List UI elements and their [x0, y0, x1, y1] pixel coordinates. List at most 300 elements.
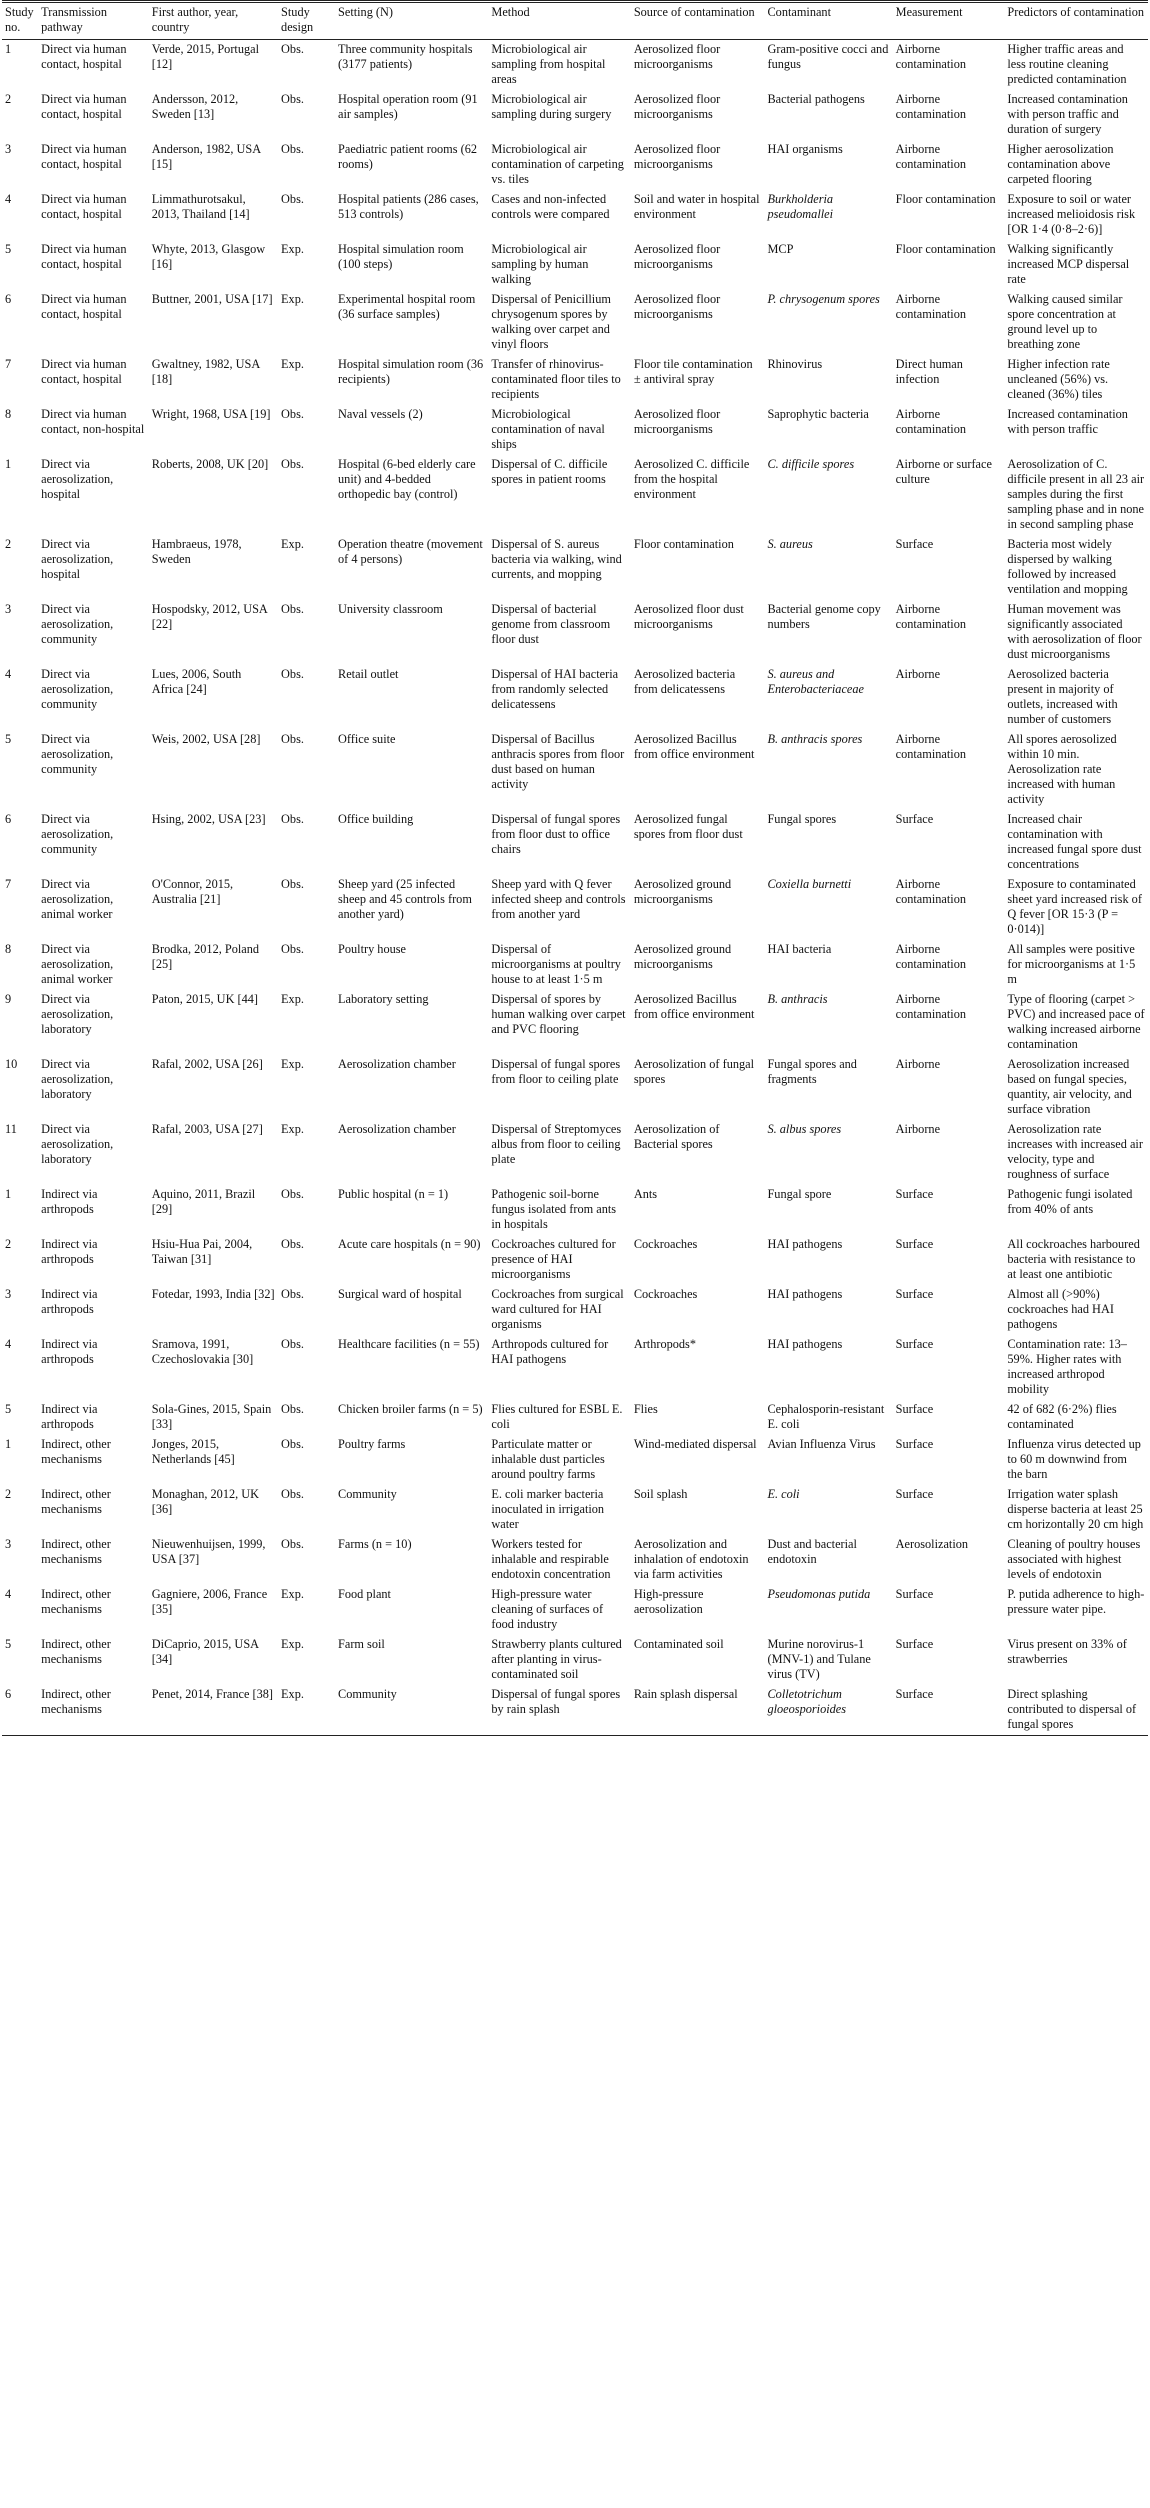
cell-study-no: 8: [5, 942, 12, 956]
cell-predictors: Higher traffic areas and less routine cleaning predicted contamination: [1007, 42, 1127, 86]
cell-contaminant: Gram-positive cocci and fungus: [767, 42, 889, 71]
cell-setting: Healthcare facilities (n = 55): [338, 1337, 480, 1351]
cell-first-author: Rafal, 2002, USA [26]: [151, 1057, 263, 1071]
cell-predictors: Cleaning of poultry houses associated with highest levels of endotoxin: [1007, 1537, 1141, 1581]
cell-method: Dispersal of Penicillium chrysogenum spores by walking over carpet and vinyl floors: [491, 292, 611, 351]
cell-study-design: Exp.: [278, 1685, 335, 1736]
cell-study-design: Obs.: [281, 602, 304, 616]
cell-study-design: Exp.: [281, 292, 304, 306]
cell-first-author: Jonges, 2015, Netherlands [45]: [151, 1437, 235, 1466]
header-study-design: Study design: [278, 2, 335, 40]
cell-contaminant: Saprophytic bacteria: [767, 407, 869, 421]
cell-measurement: Airborne: [895, 1057, 941, 1071]
cell-method: Dispersal of S. aureus bacteria via walking, wind currents, and mopping: [491, 537, 622, 581]
cell-setting: Experimental hospital room (36 surface samples): [338, 292, 476, 321]
cell-predictors: Irrigation water splash disperse bacteria at least 25 cm horizontally 20 cm high: [1007, 1487, 1144, 1531]
table-row: [2, 1400, 1148, 1435]
cell-transmission-pathway: Direct via human contact, non-hospital: [41, 407, 145, 436]
cell-predictors: Virus present on 33% of strawberries: [1007, 1637, 1127, 1666]
cell-measurement: Airborne contamination: [895, 407, 966, 436]
cell-first-author: Wright, 1968, USA [19]: [151, 407, 271, 421]
cell-predictors: Exposure to soil or water increased melioidosis risk [OR 1·4 (0·8–2·6)]: [1007, 192, 1136, 236]
cell-setting: Community: [338, 1487, 397, 1501]
cell-transmission-pathway: Direct via human contact, hospital: [41, 192, 127, 221]
cell-measurement: Airborne contamination: [895, 992, 966, 1021]
cell-transmission-pathway: Direct via human contact, hospital: [41, 42, 127, 71]
cell-source: Arthropods*: [633, 1337, 696, 1351]
cell-study-no: 7: [5, 877, 12, 891]
cell-setting: Community: [335, 1685, 488, 1736]
cell-first-author: Sola-Gines, 2015, Spain [33]: [151, 1402, 272, 1431]
cell-predictors: Direct splashing contributed to dispersal of fungal spores: [1004, 1685, 1148, 1736]
cell-predictors: All samples were positive for microorganisms at 1·5 m: [1007, 942, 1136, 986]
table-row: [2, 990, 1148, 1055]
header-first-author: First author, year, country: [149, 2, 278, 40]
cell-measurement: Surface: [895, 1587, 934, 1601]
cell-study-no: 2: [5, 92, 12, 106]
cell-study-design: Obs.: [281, 942, 304, 956]
cell-study-design: Exp.: [281, 1122, 304, 1136]
cell-measurement: Surface: [895, 1487, 934, 1501]
cell-contaminant: B. anthracis: [767, 992, 828, 1006]
cell-first-author: Hsiu-Hua Pai, 2004, Taiwan [31]: [151, 1237, 253, 1266]
cell-contaminant: HAI pathogens: [767, 1287, 843, 1301]
cell-source: Aerosolized floor microorganisms: [633, 92, 721, 121]
cell-source: Aerosolized floor microorganisms: [633, 407, 721, 436]
cell-study-design: Obs.: [281, 457, 304, 471]
cell-setting: Hospital (6-bed elderly care unit) and 4-bedded orthopedic bay (control): [338, 457, 476, 501]
cell-predictors: Almost all (>90%) cockroaches had HAI pathogens: [1007, 1287, 1114, 1331]
cell-study-design: Exp.: [281, 1587, 304, 1601]
cell-setting: Poultry house: [338, 942, 406, 956]
cell-predictors: Exposure to contaminated sheet yard increased risk of Q fever [OR 15·3 (P = 0·014)]: [1007, 877, 1142, 936]
cell-setting: Surgical ward of hospital: [338, 1287, 462, 1301]
cell-setting: Operation theatre (movement of 4 persons): [338, 537, 483, 566]
cell-contaminant: Avian Influenza Virus: [767, 1437, 876, 1451]
cell-contaminant: Fungal spores and fragments: [767, 1057, 857, 1086]
cell-first-author: Hospodsky, 2012, USA [22]: [151, 602, 268, 631]
cell-transmission-pathway: Direct via human contact, hospital: [41, 242, 127, 271]
cell-method: Dispersal of fungal spores by rain splash: [488, 1685, 630, 1736]
cell-source: Floor tile contamination ± antiviral spray: [633, 357, 753, 386]
cell-transmission-pathway: Direct via aerosolization, laboratory: [41, 1057, 114, 1101]
cell-source: Soil and water in hospital environment: [633, 192, 760, 221]
cell-first-author: Brodka, 2012, Poland [25]: [151, 942, 260, 971]
table-row: [2, 1235, 1148, 1285]
cell-first-author: Sramova, 1991, Czechoslovakia [30]: [151, 1337, 254, 1366]
cell-predictors: Higher infection rate uncleaned (56%) vs. cleaned (36%) tiles: [1007, 357, 1110, 401]
cell-contaminant: E. coli: [767, 1487, 800, 1501]
cell-study-no: 7: [5, 357, 12, 371]
cell-study-no: 3: [5, 1287, 12, 1301]
cell-transmission-pathway: Direct via aerosolization, hospital: [41, 537, 114, 581]
cell-contaminant: Burkholderia pseudomallei: [767, 192, 834, 221]
cell-setting: Public hospital (n = 1): [338, 1187, 449, 1201]
cell-setting: Food plant: [338, 1587, 391, 1601]
cell-method: Dispersal of fungal spores from floor dust to office chairs: [491, 812, 621, 856]
cell-transmission-pathway: Indirect via arthropods: [41, 1187, 98, 1216]
cell-transmission-pathway: Direct via human contact, hospital: [41, 357, 127, 386]
cell-transmission-pathway: Direct via human contact, hospital: [41, 92, 127, 121]
cell-transmission-pathway: Direct via aerosolization, community: [41, 812, 114, 856]
cell-measurement: Airborne contamination: [895, 42, 966, 71]
cell-study-design: Obs.: [281, 1187, 304, 1201]
cell-contaminant: HAI bacteria: [767, 942, 832, 956]
cell-measurement: Airborne or surface culture: [895, 457, 992, 486]
cell-measurement: Airborne contamination: [895, 942, 966, 971]
cell-study-design: Exp.: [281, 1057, 304, 1071]
cell-setting: Hospital patients (286 cases, 513 controls): [338, 192, 479, 221]
cell-transmission-pathway: Indirect, other mechanisms: [41, 1637, 111, 1666]
cell-measurement: Airborne: [895, 667, 941, 681]
cell-predictors: Type of flooring (carpet > PVC) and increased pace of walking increased airborne contamination: [1007, 992, 1145, 1051]
table-row: [2, 600, 1148, 665]
cell-source: Aerosolized floor microorganisms: [633, 292, 721, 321]
table-row: [2, 875, 1148, 940]
header-predictors: Predictors of contamination: [1004, 2, 1148, 40]
cell-measurement: Floor contamination: [895, 242, 996, 256]
cell-study-no: 3: [5, 142, 12, 156]
cell-source: Aerosolized floor dust microorganisms: [633, 602, 744, 631]
cell-study-design: Exp.: [281, 1637, 304, 1651]
cell-study-no: 6: [5, 292, 12, 306]
table-row: [2, 535, 1148, 600]
cell-source: Aerosolized ground microorganisms: [633, 877, 732, 906]
cell-predictors: Aerosolization increased based on fungal species, quantity, air velocity, and surface vibration: [1007, 1057, 1132, 1116]
cell-predictors: Aerosolized bacteria present in majority of outlets, increased with number of customers: [1007, 667, 1118, 726]
cell-transmission-pathway: Indirect via arthropods: [41, 1337, 98, 1366]
cell-measurement: Floor contamination: [895, 192, 996, 206]
cell-method: Sheep yard with Q fever infected sheep and controls from another yard: [491, 877, 626, 921]
cell-measurement: Airborne contamination: [895, 732, 966, 761]
cell-setting: Aerosolization chamber: [338, 1122, 456, 1136]
table-row: [2, 1285, 1148, 1335]
cell-source: Aerosolized floor microorganisms: [633, 42, 721, 71]
cell-contaminant: Bacterial pathogens: [767, 92, 865, 106]
cell-setting: Paediatric patient rooms (62 rooms): [338, 142, 477, 171]
cell-predictors: Bacteria most widely dispersed by walking followed by increased ventilation and mopping: [1007, 537, 1128, 596]
header-setting: Setting (N): [335, 2, 488, 40]
header-study-no: Study no.: [2, 2, 38, 40]
cell-contaminant: S. aureus: [767, 537, 813, 551]
header-method: Method: [488, 2, 630, 40]
cell-study-no: 3: [5, 1537, 12, 1551]
cell-transmission-pathway: Indirect, other mechanisms: [41, 1537, 111, 1566]
table-body: [2, 40, 1148, 1736]
cell-transmission-pathway: Indirect via arthropods: [41, 1402, 98, 1431]
cell-contaminant: Rhinovirus: [767, 357, 823, 371]
cell-transmission-pathway: Indirect, other mechanisms: [41, 1487, 111, 1516]
cell-study-no: 3: [5, 602, 12, 616]
cell-study-design: Obs.: [281, 1437, 304, 1451]
cell-predictors: Influenza virus detected up to 60 m downwind from the barn: [1007, 1437, 1141, 1481]
cell-contaminant: B. anthracis spores: [767, 732, 863, 746]
cell-method: Cases and non-infected controls were compared: [491, 192, 610, 221]
cell-contaminant: Fungal spores: [767, 812, 837, 826]
cell-transmission-pathway: Indirect via arthropods: [41, 1237, 98, 1266]
cell-study-design: Exp.: [281, 357, 304, 371]
cell-study-no: 6: [2, 1685, 38, 1736]
table-row: [2, 355, 1148, 405]
cell-first-author: Whyte, 2013, Glasgow [16]: [151, 242, 266, 271]
cell-measurement: Surface: [895, 1337, 934, 1351]
cell-first-author: Nieuwenhuijsen, 1999, USA [37]: [151, 1537, 266, 1566]
cell-method: Dispersal of microorganisms at poultry house to at least 1·5 m: [491, 942, 621, 986]
table-row: [2, 1435, 1148, 1485]
cell-setting: Farms (n = 10): [338, 1537, 412, 1551]
cell-method: Dispersal of Streptomyces albus from floor to ceiling plate: [491, 1122, 622, 1166]
cell-measurement: Direct human infection: [895, 357, 963, 386]
cell-contaminant: Pseudomonas putida: [767, 1587, 871, 1601]
cell-transmission-pathway: Direct via aerosolization, community: [41, 732, 114, 776]
cell-study-design: Exp.: [281, 537, 304, 551]
cell-study-design: Obs.: [281, 1402, 304, 1416]
cell-study-design: Obs.: [281, 812, 304, 826]
cell-study-no: 10: [5, 1057, 18, 1071]
cell-measurement: Airborne contamination: [895, 602, 966, 631]
cell-method: Particulate matter or inhalable dust particles around poultry farms: [491, 1437, 605, 1481]
cell-contaminant: Murine norovirus-1 (MNV-1) and Tulane virus (TV): [767, 1637, 871, 1681]
table-row: [2, 1635, 1148, 1685]
cell-predictors: P. putida adherence to high-pressure water pipe.: [1007, 1587, 1145, 1616]
cell-study-design: Obs.: [281, 732, 304, 746]
cell-measurement: Airborne contamination: [895, 292, 966, 321]
cell-setting: Poultry farms: [338, 1437, 406, 1451]
cell-study-design: Obs.: [281, 667, 304, 681]
cell-first-author: Lues, 2006, South Africa [24]: [151, 667, 242, 696]
cell-transmission-pathway: Direct via human contact, hospital: [41, 142, 127, 171]
table-row: [2, 1335, 1148, 1400]
cell-study-design: Obs.: [281, 1237, 304, 1251]
cell-study-no: 5: [5, 1637, 12, 1651]
cell-measurement: Airborne contamination: [895, 92, 966, 121]
header-row: [2, 2, 1148, 40]
cell-transmission-pathway: Indirect via arthropods: [41, 1287, 98, 1316]
cell-first-author: Verde, 2015, Portugal [12]: [151, 42, 260, 71]
cell-predictors: Increased chair contamination with increased fungal spore dust concentrations: [1007, 812, 1142, 871]
cell-contaminant: HAI pathogens: [767, 1337, 843, 1351]
cell-study-design: Obs.: [281, 407, 304, 421]
cell-study-design: Obs.: [281, 42, 304, 56]
cell-study-no: 4: [5, 1337, 12, 1351]
cell-transmission-pathway: Indirect, other mechanisms: [41, 1437, 111, 1466]
cell-first-author: Hambraeus, 1978, Sweden: [151, 537, 242, 566]
table-row: [2, 665, 1148, 730]
cell-source: Aerosolized fungal spores from floor dust: [633, 812, 743, 841]
cell-study-no: 2: [5, 1487, 12, 1501]
cell-setting: Office building: [338, 812, 414, 826]
cell-first-author: Gagniere, 2006, France [35]: [151, 1587, 268, 1616]
cell-measurement: Surface: [895, 1237, 934, 1251]
cell-first-author: Gwaltney, 1982, USA [18]: [151, 357, 260, 386]
cell-method: Dispersal of Bacillus anthracis spores from floor dust based on human activity: [491, 732, 625, 791]
cell-study-no: 11: [5, 1122, 17, 1136]
cell-transmission-pathway: Direct via aerosolization, hospital: [41, 457, 114, 501]
cell-method: Arthropods cultured for HAI pathogens: [491, 1337, 609, 1366]
cell-method: Flies cultured for ESBL E. coli: [491, 1402, 623, 1431]
table-row: [2, 1185, 1148, 1235]
cell-study-no: 5: [5, 242, 12, 256]
cell-predictors: 42 of 682 (6·2%) flies contaminated: [1007, 1402, 1117, 1431]
cell-source: Contaminated soil: [633, 1637, 724, 1651]
cell-transmission-pathway: Direct via aerosolization, animal worker: [41, 942, 114, 986]
cell-predictors: Aerosolization rate increases with increased air velocity, type and roughness of surface: [1007, 1122, 1143, 1181]
cell-first-author: DiCaprio, 2015, USA [34]: [151, 1637, 259, 1666]
table-row: [2, 455, 1148, 535]
cell-method: Microbiological air contamination of carpeting vs. tiles: [491, 142, 624, 186]
cell-measurement: Airborne contamination: [895, 877, 966, 906]
cell-study-design: Obs.: [281, 877, 304, 891]
cell-method: High-pressure water cleaning of surfaces of food industry: [491, 1587, 604, 1631]
cell-study-no: 1: [5, 457, 12, 471]
cell-method: Cockroaches from surgical ward cultured for HAI organisms: [491, 1287, 624, 1331]
cell-transmission-pathway: Direct via aerosolization, community: [41, 667, 114, 711]
cell-setting: Office suite: [338, 732, 396, 746]
cell-setting: Hospital simulation room (36 recipients): [338, 357, 484, 386]
cell-study-design: Obs.: [281, 1537, 304, 1551]
cell-predictors: Higher aerosolization contamination above carpeted flooring: [1007, 142, 1114, 186]
cell-source: Aerosolized ground microorganisms: [633, 942, 732, 971]
cell-source: Aerosolization of fungal spores: [633, 1057, 755, 1086]
cell-measurement: Surface: [895, 537, 934, 551]
cell-predictors: Walking significantly increased MCP dispersal rate: [1007, 242, 1130, 286]
cell-first-author: Weis, 2002, USA [28]: [151, 732, 261, 746]
cell-contaminant: HAI organisms: [767, 142, 843, 156]
cell-setting: Laboratory setting: [338, 992, 429, 1006]
table-row: [2, 1535, 1148, 1585]
cell-predictors: Increased contamination with person traffic: [1007, 407, 1128, 436]
cell-contaminant: P. chrysogenum spores: [767, 292, 880, 306]
cell-transmission-pathway: Direct via aerosolization, laboratory: [41, 1122, 114, 1166]
cell-study-no: 4: [5, 667, 12, 681]
cell-method: Workers tested for inhalable and respirable endotoxin concentration: [491, 1537, 611, 1581]
cell-study-no: 9: [5, 992, 12, 1006]
table-row: [2, 810, 1148, 875]
cell-method: Dispersal of bacterial genome from classroom floor dust: [491, 602, 611, 646]
cell-first-author: Hsing, 2002, USA [23]: [151, 812, 266, 826]
header-source: Source of contamination: [631, 2, 765, 40]
cell-source: Aerosolized C. difficile from the hospital environment: [633, 457, 750, 501]
cell-measurement: Surface: [895, 812, 934, 826]
cell-study-no: 6: [5, 812, 12, 826]
cell-contaminant: Cephalosporin-resistant E. coli: [767, 1402, 885, 1431]
cell-first-author: Roberts, 2008, UK [20]: [151, 457, 269, 471]
cell-study-design: Obs.: [281, 1487, 304, 1501]
cell-contaminant: Coxiella burnetti: [767, 877, 852, 891]
cell-transmission-pathway: Direct via aerosolization, animal worker: [41, 877, 114, 921]
cell-setting: Acute care hospitals (n = 90): [338, 1237, 481, 1251]
cell-transmission-pathway: Direct via aerosolization, community: [41, 602, 114, 646]
table-row: [2, 730, 1148, 810]
cell-method: Pathogenic soil-borne fungus isolated from ants in hospitals: [491, 1187, 617, 1231]
cell-contaminant: Colletotrichum gloeosporioides: [764, 1685, 892, 1736]
cell-study-design: Obs.: [281, 1337, 304, 1351]
cell-method: Dispersal of C. difficile spores in patient rooms: [491, 457, 608, 486]
cell-first-author: Aquino, 2011, Brazil [29]: [151, 1187, 256, 1216]
cell-first-author: Paton, 2015, UK [44]: [151, 992, 259, 1006]
cell-setting: Aerosolization chamber: [338, 1057, 456, 1071]
cell-source: High-pressure aerosolization: [633, 1587, 704, 1616]
cell-measurement: Surface: [895, 1287, 934, 1301]
cell-transmission-pathway: Direct via human contact, hospital: [41, 292, 127, 321]
cell-predictors: Pathogenic fungi isolated from 40% of ants: [1007, 1187, 1133, 1216]
cell-setting: Naval vessels (2): [338, 407, 423, 421]
cell-source: Ants: [633, 1187, 658, 1201]
cell-setting: Farm soil: [338, 1637, 385, 1651]
table-row: [2, 1120, 1148, 1185]
cell-source: Soil splash: [633, 1487, 688, 1501]
cell-source: Floor contamination: [633, 537, 734, 551]
cell-contaminant: MCP: [767, 242, 794, 256]
cell-study-no: 4: [5, 192, 12, 206]
cell-method: E. coli marker bacteria inoculated in irrigation water: [491, 1487, 605, 1531]
cell-predictors: Human movement was significantly associated with aerosolization of floor dust microorganisms: [1007, 602, 1142, 661]
cell-predictors: Increased contamination with person traffic and duration of surgery: [1007, 92, 1128, 136]
header-transmission-pathway: Transmission pathway: [38, 2, 149, 40]
cell-method: Dispersal of fungal spores from floor to ceiling plate: [491, 1057, 621, 1086]
cell-study-no: 1: [5, 1187, 12, 1201]
cell-measurement: Surface: [895, 1402, 934, 1416]
cell-study-design: Exp.: [281, 242, 304, 256]
cell-study-design: Obs.: [281, 142, 304, 156]
cell-source: Aerosolized floor microorganisms: [633, 142, 721, 171]
study-table: [2, 0, 1148, 1736]
cell-source: Cockroaches: [633, 1237, 698, 1251]
cell-first-author: Monaghan, 2012, UK [36]: [151, 1487, 260, 1516]
cell-study-design: Obs.: [281, 1287, 304, 1301]
cell-first-author: O'Connor, 2015, Australia [21]: [151, 877, 234, 906]
cell-contaminant: HAI pathogens: [767, 1237, 843, 1251]
table-row: [2, 290, 1148, 355]
cell-source: Aerosolized Bacillus from office environment: [633, 732, 755, 761]
cell-method: Microbiological air sampling during surgery: [491, 92, 612, 121]
cell-study-no: 5: [5, 732, 12, 746]
cell-setting: University classroom: [338, 602, 443, 616]
cell-contaminant: Dust and bacterial endotoxin: [767, 1537, 857, 1566]
cell-predictors: Walking caused similar spore concentration at ground level up to breathing zone: [1007, 292, 1123, 351]
cell-study-no: 5: [5, 1402, 12, 1416]
cell-method: Transfer of rhinovirus-contaminated floor tiles to recipients: [491, 357, 621, 401]
cell-source: Aerosolized Bacillus from office environment: [633, 992, 755, 1021]
cell-setting: Chicken broiler farms (n = 5): [338, 1402, 483, 1416]
table-row: [2, 405, 1148, 455]
cell-method: Strawberry plants cultured after planting in virus-contaminated soil: [491, 1637, 622, 1681]
cell-source: Rain splash dispersal: [631, 1685, 765, 1736]
cell-method: Microbiological air sampling by human walking: [491, 242, 589, 286]
cell-contaminant: C. difficile spores: [767, 457, 855, 471]
cell-measurement: Airborne: [895, 1122, 941, 1136]
cell-study-no: 2: [5, 537, 12, 551]
cell-measurement: Surface: [895, 1437, 934, 1451]
cell-method: Microbiological air sampling from hospital areas: [491, 42, 606, 86]
cell-measurement: Surface: [893, 1685, 1005, 1736]
cell-contaminant: S. albus spores: [767, 1122, 842, 1136]
cell-measurement: Surface: [895, 1187, 934, 1201]
cell-study-no: 8: [5, 407, 12, 421]
cell-source: Aerosolization of Bacterial spores: [633, 1122, 720, 1151]
cell-first-author: Anderson, 1982, USA [15]: [151, 142, 261, 171]
cell-method: Dispersal of HAI bacteria from randomly selected delicatessens: [491, 667, 619, 711]
cell-first-author: Andersson, 2012, Sweden [13]: [151, 92, 239, 121]
cell-predictors: All spores aerosolized within 10 min. Aerosolization rate increased with human activity: [1007, 732, 1117, 806]
table-row: [2, 140, 1148, 190]
table-row: [2, 1685, 1148, 1736]
cell-transmission-pathway: Indirect, other mechanisms: [38, 1685, 149, 1736]
table-row: [2, 40, 1148, 91]
cell-method: Cockroaches cultured for presence of HAI microorganisms: [491, 1237, 616, 1281]
table-row: [2, 90, 1148, 140]
header-contaminant: Contaminant: [764, 2, 892, 40]
